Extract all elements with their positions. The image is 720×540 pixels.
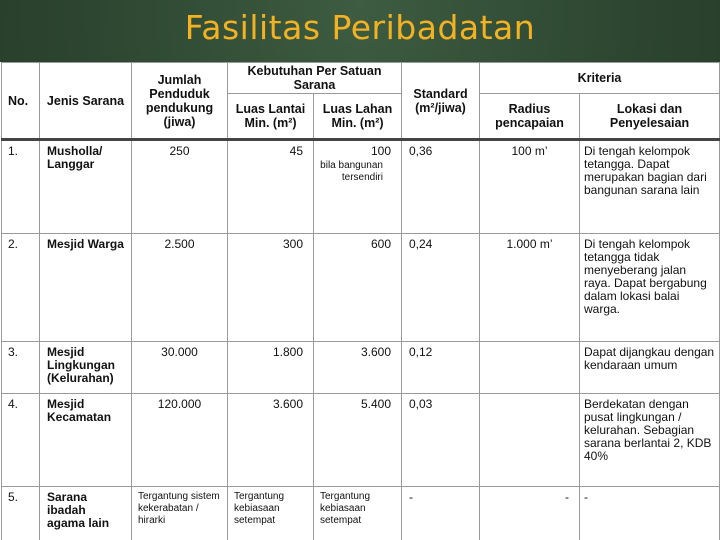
- cell-jumlah: 30.000: [132, 342, 228, 394]
- cell-luas-lahan: 600: [314, 234, 402, 342]
- cell-standard: 0,36: [402, 140, 480, 234]
- cell-luas-lantai: Tergantung kebiasaan setempat: [228, 487, 314, 540]
- cell-jumlah: 250: [132, 140, 228, 234]
- cell-luas-lahan: 5.400: [314, 394, 402, 487]
- cell-jumlah: Tergantung sistem kekerabatan / hirarki: [132, 487, 228, 540]
- cell-jumlah: 120.000: [132, 394, 228, 487]
- header-luas-lahan: Luas Lahan Min. (m²): [314, 94, 402, 140]
- cell-standard: -: [402, 487, 480, 540]
- cell-standard: 0,03: [402, 394, 480, 487]
- cell-radius: [480, 342, 580, 394]
- table-row: [2, 140, 720, 234]
- header-radius: Radius pencapaian: [480, 94, 580, 140]
- cell-lokasi: Di tengah kelompok tetangga tidak menyeberang jalan raya. Dapat bergabung dalam lokasi balai warga.: [580, 234, 720, 342]
- table-row: [2, 342, 720, 394]
- cell-radius: [480, 394, 580, 487]
- facility-table-sheet: [0, 62, 720, 540]
- cell-jenis: Musholla/ Langgar: [40, 140, 132, 234]
- cell-luas-lahan: 3.600: [314, 342, 402, 394]
- header-kebutuhan: Kebutuhan Per Satuan Sarana: [228, 63, 402, 94]
- cell-luas-lahan: Tergantung kebiasaan setempat: [314, 487, 402, 540]
- cell-radius: 1.000 m’: [480, 234, 580, 342]
- cell-no: 3.: [2, 342, 40, 394]
- cell-luas-lahan-value: 100: [370, 144, 391, 158]
- cell-luas-lahan: [314, 140, 402, 234]
- cell-luas-lahan-note: bila bangunan tersendiri: [320, 160, 383, 183]
- cell-jenis: Mesjid Lingkungan (Kelurahan): [40, 342, 132, 394]
- cell-luas-lantai: 45: [228, 140, 314, 234]
- cell-no: 1.: [2, 140, 40, 234]
- slide-title: Fasilitas Peribadatan: [184, 8, 536, 47]
- header-kriteria: Kriteria: [480, 63, 720, 94]
- header-jenis-sarana: Jenis Sarana: [40, 63, 132, 140]
- header-standard: Standard (m²/jiwa): [402, 63, 480, 140]
- header-lokasi: Lokasi dan Penyelesaian: [580, 94, 720, 140]
- cell-luas-lantai: 300: [228, 234, 314, 342]
- header-jumlah-penduduk: Jumlah Penduduk pendukung (jiwa): [132, 63, 228, 140]
- cell-standard: 0,24: [402, 234, 480, 342]
- cell-luas-lantai: 3.600: [228, 394, 314, 487]
- cell-lokasi: Berdekatan dengan pusat lingkungan / kelurahan. Sebagian sarana berlantai 2, KDB 40%: [580, 394, 720, 487]
- cell-no: 5.: [2, 487, 40, 540]
- cell-jenis: Sarana ibadah agama lain: [40, 487, 132, 540]
- cell-radius: -: [480, 487, 580, 540]
- cell-lokasi: Di tengah kelompok tetangga. Dapat merupakan bagian dari bangunan sarana lain: [580, 140, 720, 234]
- header-no: No.: [2, 63, 40, 140]
- cell-jenis: Mesjid Warga: [40, 234, 132, 342]
- cell-no: 2.: [2, 234, 40, 342]
- cell-jumlah: 2.500: [132, 234, 228, 342]
- header-luas-lantai: Luas Lantai Min. (m²): [228, 94, 314, 140]
- cell-jenis: Mesjid Kecamatan: [40, 394, 132, 487]
- cell-standard: 0,12: [402, 342, 480, 394]
- cell-luas-lantai: 1.800: [228, 342, 314, 394]
- table-row: [2, 394, 720, 487]
- cell-radius: 100 m’: [480, 140, 580, 234]
- cell-lokasi: Dapat dijangkau dengan kendaraan umum: [580, 342, 720, 394]
- cell-no: 4.: [2, 394, 40, 487]
- cell-lokasi: -: [580, 487, 720, 540]
- table-row: [2, 487, 720, 540]
- facility-table: [1, 62, 720, 540]
- table-row: [2, 234, 720, 342]
